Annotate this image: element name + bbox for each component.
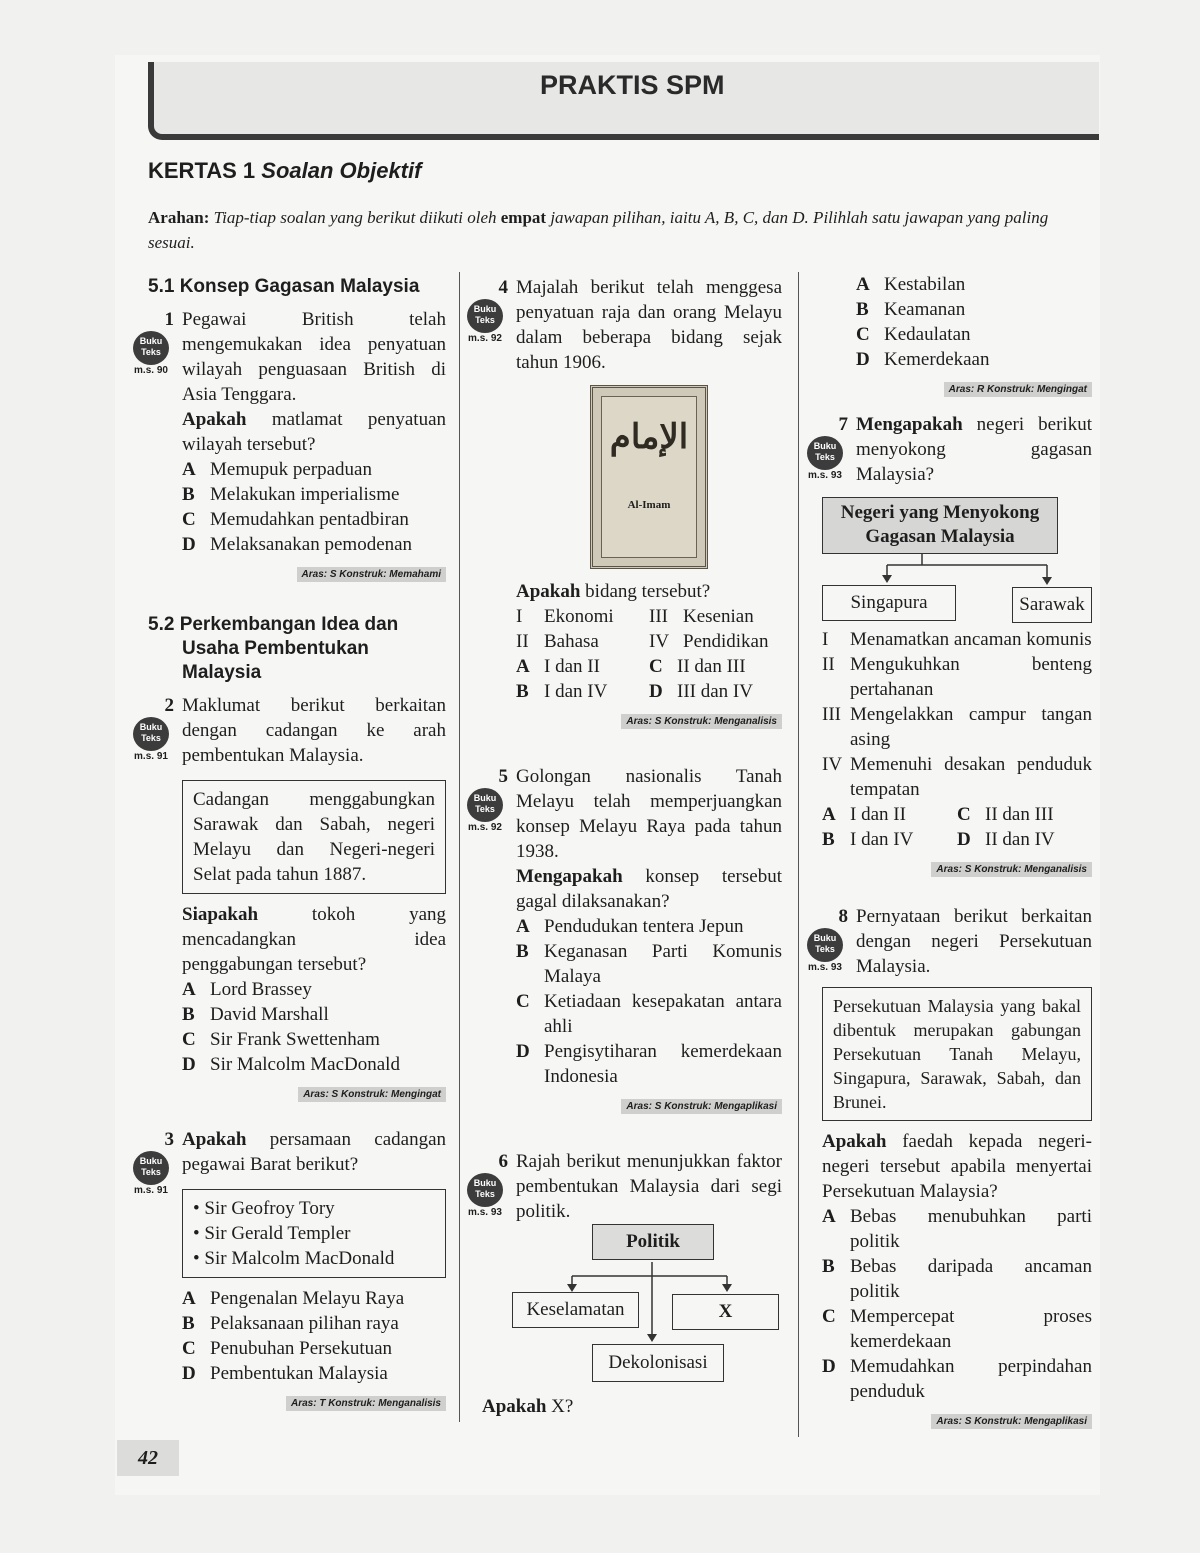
page-reference: m.s. 93 xyxy=(808,470,842,481)
question-6 xyxy=(468,1149,782,1419)
diagram-box-sarawak: Sarawak xyxy=(1012,587,1092,623)
option-d[interactable]: D III dan IV xyxy=(649,681,753,702)
info-box: Persekutuan Malaysia yang bakal dibentuk merupakan gabungan Persekutuan Tanah Melayu, Singapura, Sarawak, Sabah, dan Brunei. xyxy=(822,987,1092,1121)
buku-teks-badge xyxy=(132,1151,170,1197)
option-a[interactable]: A I dan II xyxy=(516,656,600,677)
question-ask: persamaan cadangan pegawai Barat berikut? xyxy=(182,1129,447,1175)
option-d[interactable]: D Pengisytiharan kemerdekaan Indonesia xyxy=(516,1041,782,1087)
page-reference: m.s. 92 xyxy=(468,333,502,344)
option-b[interactable]: B Keamanan xyxy=(856,299,966,320)
item-iv: IV Memenuhi desakan penduduk tempatan xyxy=(822,754,1092,800)
question-keyword: Apakah xyxy=(182,409,247,430)
page-reference: m.s. 90 xyxy=(134,365,168,376)
item-iv: IV Pendidikan xyxy=(649,631,769,652)
aras-tag: Aras: S Konstruk: Mengaplikasi xyxy=(516,1091,782,1119)
buku-teks-icon: Buku Teks xyxy=(807,436,843,470)
instructions-bold: empat xyxy=(500,208,547,227)
question-ask: negeri berikut menyokong gagasan Malaysia? xyxy=(856,414,1092,485)
option-c[interactable]: C Ketiadaan kesepakatan antara ahli xyxy=(516,991,782,1037)
buku-teks-badge xyxy=(132,717,170,763)
list-item: • Sir Geofroy Tory xyxy=(193,1198,335,1219)
instructions-text-1: Tiap-tiap soalan yang berikut diikuti oleh xyxy=(213,208,497,227)
option-c[interactable]: C Penubuhan Persekutuan xyxy=(182,1338,393,1359)
instructions-text-2: jawapan pilihan, iaitu A, B, C, dan D. Pilihlah satu jawapan yang paling sesuai. xyxy=(148,208,1049,252)
aras-tag: Aras: S Konstruk: Memahami xyxy=(182,559,446,587)
magazine-title: Al-Imam xyxy=(627,499,671,511)
option-b[interactable]: B Melakukan imperialisme xyxy=(182,484,400,505)
item-iii: III Mengelakkan campur tangan asing xyxy=(822,704,1092,750)
question-8 xyxy=(808,904,1092,1434)
question-ask: konsep tersebut gagal dilaksanakan? xyxy=(516,866,782,912)
question-ask: tokoh yang mencadangkan idea penggabungan tersebut? xyxy=(182,904,447,975)
page-reference: m.s. 91 xyxy=(134,751,168,762)
diagram-box-keselamatan: Keselamatan xyxy=(512,1292,639,1328)
paper-subtitle: Soalan Objektif xyxy=(261,158,422,183)
page-number: 42 xyxy=(117,1440,179,1476)
option-b[interactable]: B I dan IV xyxy=(822,829,914,850)
question-stem: Pegawai British telah mengemukakan idea penyatuan wilayah penguasaan British di Asia Tenggara. xyxy=(182,309,446,405)
question-number: 3 xyxy=(164,1129,174,1150)
option-b[interactable]: B Bebas daripada ancaman politik xyxy=(822,1256,1092,1302)
option-a[interactable]: A Memupuk perpaduan xyxy=(182,459,372,480)
option-a[interactable]: A Bebas menubuhkan parti politik xyxy=(822,1206,1092,1252)
aras-tag: Aras: S Konstruk: Mengingat xyxy=(182,1079,446,1107)
section-heading-5-2: 5.2 Perkembangan Idea dan Usaha Pembentukan Malaysia xyxy=(148,614,399,683)
question-number: 2 xyxy=(164,695,174,716)
aras-tag: Aras: T Konstruk: Menganalisis xyxy=(182,1388,446,1416)
aras-tag: Aras: R Konstruk: Mengingat xyxy=(856,374,1092,402)
aras-tag: Aras: S Konstruk: Menganalisis xyxy=(516,706,782,734)
buku-teks-icon: Buku Teks xyxy=(133,717,169,751)
buku-teks-badge xyxy=(806,928,844,974)
negeri-diagram xyxy=(822,487,1092,627)
column-3 xyxy=(808,272,1092,1434)
option-c[interactable]: C Kedaulatan xyxy=(856,324,971,345)
question-keyword: Mengapakah xyxy=(516,866,623,887)
buku-teks-icon: Buku Teks xyxy=(133,1151,169,1185)
paper-title: KERTAS 1 xyxy=(148,158,256,183)
buku-teks-icon: Buku Teks xyxy=(467,788,503,822)
option-d[interactable]: D II dan IV xyxy=(957,829,1055,850)
politik-diagram xyxy=(482,1224,782,1394)
option-b[interactable]: B Pelaksanaan pilihan raya xyxy=(182,1313,399,1334)
item-iii: III Kesenian xyxy=(649,606,754,627)
buku-teks-badge xyxy=(466,1173,504,1219)
option-b[interactable]: B David Marshall xyxy=(182,1004,329,1025)
question-keyword: Siapakah xyxy=(182,904,259,925)
question-ask: X? xyxy=(551,1396,574,1417)
aras-tag: Aras: S Konstruk: Mengaplikasi xyxy=(822,1406,1092,1434)
item-ii: II Bahasa xyxy=(516,631,599,652)
buku-teks-badge xyxy=(466,788,504,834)
option-a[interactable]: A Lord Brassey xyxy=(182,979,312,1000)
option-d[interactable]: D Pembentukan Malaysia xyxy=(182,1363,388,1384)
paper-heading xyxy=(148,158,421,184)
question-5 xyxy=(468,764,782,1119)
option-c[interactable]: C Mempercepat proses kemerdekaan xyxy=(822,1306,1092,1352)
aras-tag: Aras: S Konstruk: Menganalisis xyxy=(822,854,1092,882)
buku-teks-badge xyxy=(466,299,504,345)
diagram-box-politik: Politik xyxy=(592,1224,714,1260)
page-reference: m.s. 93 xyxy=(468,1207,502,1218)
item-i: I Ekonomi xyxy=(516,606,614,627)
question-ask: bidang tersebut? xyxy=(585,581,711,602)
option-a[interactable]: A Kestabilan xyxy=(856,274,966,295)
buku-teks-badge xyxy=(132,331,170,377)
option-c[interactable]: C II dan III xyxy=(649,656,746,677)
section-heading-5-1: 5.1 Konsep Gagasan Malaysia xyxy=(148,276,420,297)
column-1 xyxy=(134,275,447,1416)
diagram-box-x: X xyxy=(672,1294,779,1330)
question-keyword: Apakah xyxy=(182,1129,247,1150)
question-keyword: Apakah xyxy=(482,1396,547,1417)
option-c[interactable]: C Memudahkan pentadbiran xyxy=(182,509,409,530)
option-c[interactable]: C Sir Frank Swettenham xyxy=(182,1029,380,1050)
item-i: I Menamatkan ancaman komunis xyxy=(822,629,1092,650)
option-d[interactable]: D Melaksanakan pemodenan xyxy=(182,534,413,555)
instructions-label: Arahan: xyxy=(148,208,210,227)
question-1 xyxy=(134,307,446,587)
question-number: 5 xyxy=(498,766,508,787)
question-keyword: Apakah xyxy=(822,1131,887,1152)
list-item: • Sir Gerald Templer xyxy=(193,1223,351,1244)
question-stem: Majalah berikut telah menggesa penyatuan raja dan orang Melayu dalam beberapa bidang sejak tahun 1906. xyxy=(516,277,782,373)
page-reference: m.s. 92 xyxy=(468,822,502,833)
info-box: Cadangan menggabungkan Sarawak dan Sabah, negeri Melayu dan Negeri-negeri Selat pada tahun 1887. xyxy=(182,780,446,894)
option-b[interactable]: B I dan IV xyxy=(516,681,608,702)
question-6-options xyxy=(822,272,1092,402)
officer-list-box xyxy=(182,1189,446,1278)
page-reference: m.s. 91 xyxy=(134,1185,168,1196)
question-ask: faedah kepada negeri-negeri tersebut apabila menyertai Persekutuan Malaysia? xyxy=(822,1131,1092,1202)
buku-teks-icon: Buku Teks xyxy=(467,1173,503,1207)
list-item: • Sir Malcolm MacDonald xyxy=(193,1248,395,1269)
question-stem: Golongan nasionalis Tanah Melayu telah memperjuangkan konsep Melayu Raya pada tahun 1938. xyxy=(516,766,782,862)
column-divider-2 xyxy=(798,272,799,1437)
item-ii: II Mengukuhkan benteng pertahanan xyxy=(822,654,1092,700)
option-c[interactable]: C II dan III xyxy=(957,804,1054,825)
option-d[interactable]: D Sir Malcolm MacDonald xyxy=(182,1054,400,1075)
page-reference: m.s. 93 xyxy=(808,962,842,973)
question-stem: Rajah berikut menunjukkan faktor pembentukan Malaysia dari segi politik. xyxy=(516,1151,782,1222)
question-keyword: Mengapakah xyxy=(856,414,963,435)
column-divider-1 xyxy=(459,272,460,1422)
question-stem: Maklumat berikut berkaitan dengan cadangan ke arah pembentukan Malaysia. xyxy=(182,695,446,766)
buku-teks-icon: Buku Teks xyxy=(467,299,503,333)
option-d[interactable]: D Kemerdekaan xyxy=(856,349,990,370)
question-stem: Pernyataan berikut berkaitan dengan negeri Persekutuan Malaysia. xyxy=(856,906,1092,977)
question-number: 4 xyxy=(498,277,508,298)
question-number: 8 xyxy=(838,906,848,927)
buku-teks-icon: Buku Teks xyxy=(133,331,169,365)
buku-teks-badge xyxy=(806,436,844,482)
question-3 xyxy=(134,1127,447,1416)
column-2 xyxy=(468,275,782,1419)
question-7 xyxy=(808,412,1092,882)
diagram-box-negeri: Negeri yang Menyokong Gagasan Malaysia xyxy=(822,497,1058,554)
option-d[interactable]: D Memudahkan perpindahan penduduk xyxy=(822,1356,1092,1402)
question-number: 1 xyxy=(164,309,174,330)
question-number: 6 xyxy=(498,1151,508,1172)
diagram-box-dekolonisasi: Dekolonisasi xyxy=(592,1344,724,1382)
instructions xyxy=(148,205,1093,255)
option-b[interactable]: B Keganasan Parti Komunis Malaya xyxy=(516,941,782,987)
option-a[interactable]: A I dan II xyxy=(822,804,906,825)
page-title: PRAKTIS SPM xyxy=(540,70,725,100)
option-a[interactable]: A Pengenalan Melayu Raya xyxy=(182,1288,405,1309)
question-keyword: Apakah xyxy=(516,581,581,602)
al-imam-magazine-image: الإمام Al-Imam xyxy=(590,385,708,569)
option-a[interactable]: A Pendudukan tentera Jepun xyxy=(516,916,744,937)
buku-teks-icon: Buku Teks xyxy=(807,928,843,962)
question-ask: matlamat penyatuan wilayah tersebut? xyxy=(182,409,446,455)
question-2 xyxy=(134,693,447,1107)
diagram-box-singapura: Singapura xyxy=(822,585,956,621)
question-4 xyxy=(468,275,782,734)
question-number: 7 xyxy=(838,414,848,435)
